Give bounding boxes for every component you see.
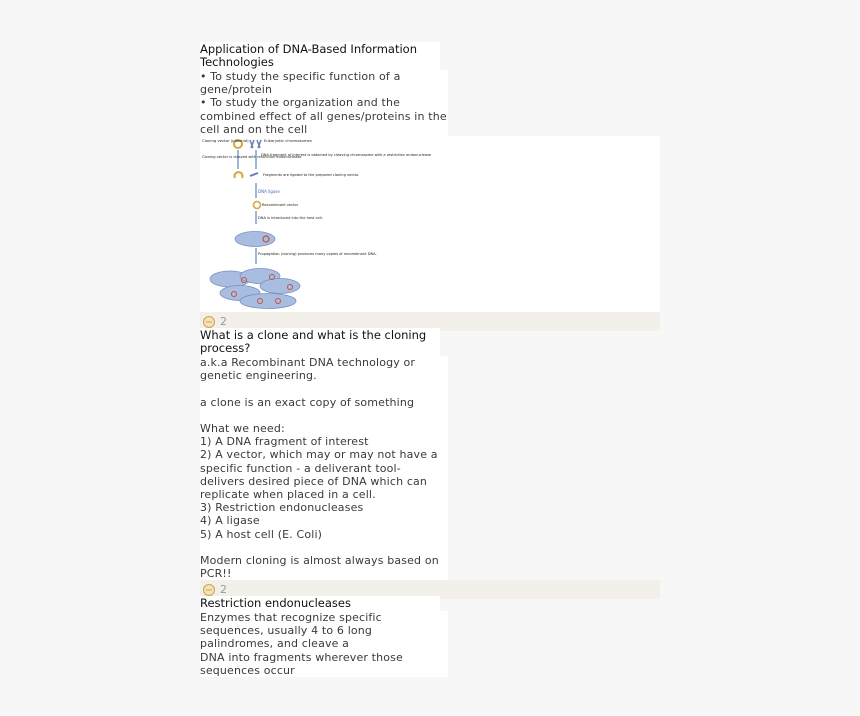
page-1-number: 2 bbox=[220, 315, 227, 329]
label-cloning-vector: Cloning vector (plasmid) bbox=[202, 138, 249, 144]
page-3-body: Enzymes that recognize specific sequences, usually 4 to 6 long palindromes, and cleave a DNA into fragments wherever those sequences occur bbox=[200, 611, 448, 677]
page-2-title: What is a clone and what is the cloning process? bbox=[200, 328, 440, 356]
page-icon bbox=[202, 583, 216, 597]
page-1 bbox=[200, 42, 660, 331]
page-2-number: 2 bbox=[220, 583, 227, 597]
chromosome-icon bbox=[250, 140, 261, 148]
page-3 bbox=[200, 596, 660, 677]
cut-plasmid-icon bbox=[235, 172, 243, 178]
page-1-title: Application of DNA-Based Information Technologies bbox=[200, 42, 440, 70]
page-2 bbox=[200, 328, 660, 599]
label-recombinant: Recombinant vector bbox=[262, 203, 299, 208]
cloning-diagram bbox=[200, 136, 660, 312]
cell-colony bbox=[210, 269, 300, 309]
label-dna-ligase: DNA ligase bbox=[258, 189, 280, 195]
label-propagation: Propagation (cloning) produces many copies of recombinant DNA. bbox=[258, 252, 377, 257]
page-3-title: Restriction endonucleases bbox=[200, 596, 440, 611]
page-2-body: a.k.a Recombinant DNA technology or genetic engineering. a clone is an exact copy of something What we need: 1) A DNA fragment of interest 2) A vector, which may or may not have a specific function - a deliverant tool- delivers desired piece of DNA which can replicate when placed in a cell. 3) Restriction endonucleases 4) A ligase 5) A host cell (E. Coli) Modern cloning is almost always based on PCR!! bbox=[200, 356, 448, 580]
label-chromosomes: Eukaryotic chromosomes bbox=[264, 138, 312, 144]
label-introduced: DNA is introduced into the host cell. bbox=[258, 216, 323, 221]
cloning-diagram-svg bbox=[200, 136, 660, 312]
page-icon bbox=[202, 315, 216, 329]
recombinant-plasmid-icon bbox=[254, 202, 261, 209]
fragment-icon bbox=[250, 173, 258, 176]
label-ligation: Fragments are ligated to the prepared cloning vector. bbox=[263, 173, 360, 178]
label-cleave-vector: Cloning vector is cleaved with restriction endonuclease bbox=[202, 155, 302, 160]
label-dna-fragment: DNA fragment of interest is obtained by cleaving chromosome with a restriction endonuclease bbox=[261, 153, 432, 158]
page-1-body: • To study the specific function of a gene/protein • To study the organization and the combined effect of all genes/proteins in the cell and on the cell bbox=[200, 70, 447, 136]
